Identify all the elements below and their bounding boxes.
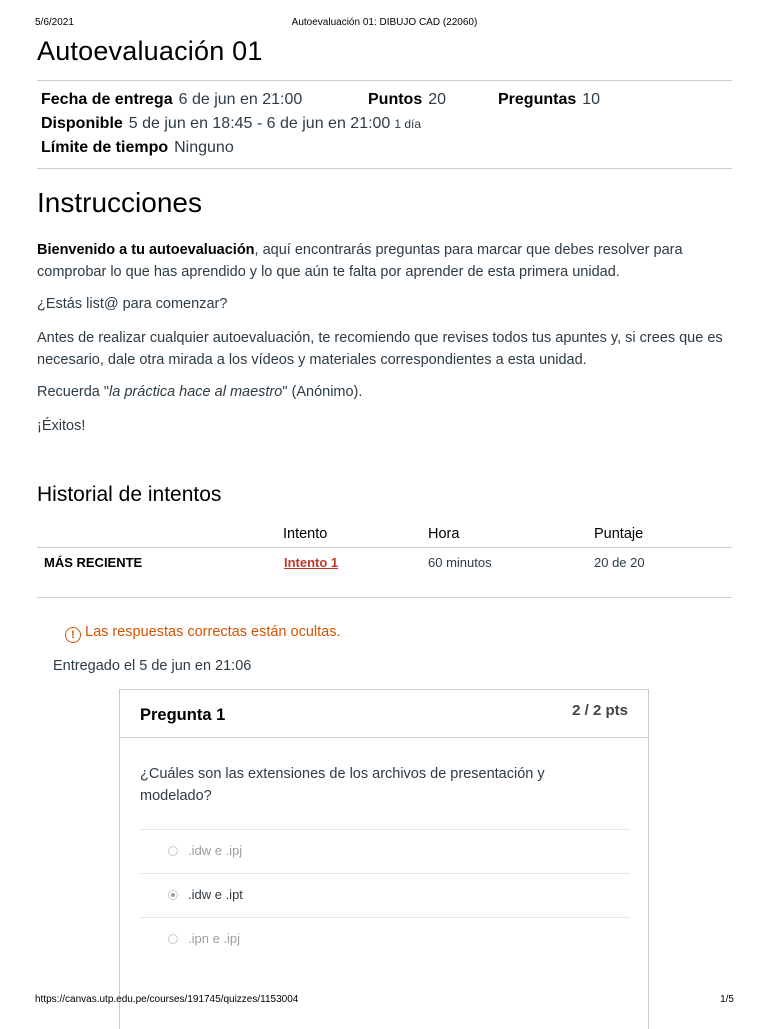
print-date: 5/6/2021 [35, 17, 74, 28]
row-time: 60 minutos [428, 555, 492, 570]
time-limit-value: Ninguno [174, 139, 234, 156]
radio-checked-icon[interactable] [168, 890, 178, 900]
time-limit [41, 139, 234, 157]
instructions-paragraph-5: ¡Éxitos! [37, 418, 86, 434]
option-label: .idw e .ipt [188, 887, 243, 902]
divider [37, 168, 732, 169]
table-header-divider [37, 547, 732, 548]
notice-text: Las respuestas correctas están ocultas. [85, 624, 341, 640]
col-header-time: Hora [428, 526, 460, 542]
radio-unchecked-icon[interactable] [168, 846, 178, 856]
instructions-paragraph-2: ¿Estás list@ para comenzar? [37, 296, 228, 312]
attempt-link-cell [284, 555, 338, 570]
warning-circle-icon: ! [65, 627, 81, 643]
instructions-paragraph-4 [37, 381, 737, 403]
instructions-heading: Instrucciones [37, 187, 202, 218]
question-points: 2 / 2 pts [572, 702, 628, 719]
quote-italic: la práctica hace al maestro [109, 384, 283, 400]
question-card [119, 689, 649, 1029]
answer-option-selected[interactable] [168, 887, 243, 902]
availability [41, 115, 421, 133]
option-divider [140, 917, 630, 918]
option-label: .idw e .ipj [188, 843, 243, 858]
time-limit-label: Límite de tiempo [41, 139, 169, 156]
attempt-link[interactable]: Intento 1 [284, 555, 339, 570]
option-divider [140, 873, 630, 874]
available-duration: 1 día [394, 117, 422, 131]
instructions-paragraph-3: Antes de realizar cualquier autoevaluación, te recomiendo que revises todos tus apuntes y, si crees que es necesario, dale otra mirada a los vídeos y materiales correspondientes a esta unidad. [37, 330, 723, 368]
answer-option[interactable] [168, 931, 240, 946]
available-label: Disponible [41, 115, 123, 132]
quote-suffix: " (Anónimo). [282, 384, 363, 400]
instructions-paragraph-1 [37, 239, 737, 283]
page-title: Autoevaluación 01 [37, 36, 263, 66]
due-value: 6 de jun en 21:00 [178, 91, 303, 108]
due-label: Fecha de entrega [41, 91, 173, 108]
row-label: MÁS RECIENTE [44, 555, 143, 570]
hidden-answers-notice [65, 624, 341, 643]
question-header [120, 690, 648, 738]
print-page-number: 1/5 [720, 994, 734, 1005]
divider [37, 80, 732, 81]
col-header-attempt: Intento [283, 526, 328, 542]
submitted-timestamp: Entregado el 5 de jun en 21:06 [53, 658, 252, 674]
welcome-text: , aquí encontrarás preguntas para marcar que debes resolver para comprobar lo que has aprendido y lo que aún te falta por aprender de esta primera unidad. [37, 242, 683, 280]
questions-value: 10 [582, 91, 601, 108]
divider [37, 597, 732, 598]
radio-unchecked-icon[interactable] [168, 934, 178, 944]
print-url: https://canvas.utp.edu.pe/courses/191745/quizzes/1153004 [35, 994, 299, 1005]
row-score: 20 de 20 [594, 555, 645, 570]
history-heading: Historial de intentos [37, 483, 222, 506]
points [368, 91, 446, 109]
col-header-score: Puntaje [594, 526, 644, 542]
points-value: 20 [428, 91, 447, 108]
question-count [498, 91, 600, 109]
answer-option[interactable] [168, 843, 242, 858]
print-doc-title: Autoevaluación 01: DIBUJO CAD (22060) [291, 17, 478, 28]
print-footer [35, 994, 734, 1008]
due-date [41, 91, 302, 109]
quote-prefix: Recuerda " [37, 384, 110, 400]
welcome-bold: Bienvenido a tu autoevaluación [37, 242, 255, 258]
print-header [35, 17, 734, 31]
points-label: Puntos [368, 91, 423, 108]
option-divider [140, 829, 630, 830]
question-title: Pregunta 1 [140, 706, 226, 724]
available-value: 5 de jun en 18:45 - 6 de jun en 21:00 [128, 115, 391, 132]
questions-label: Preguntas [498, 91, 577, 108]
option-label: .ipn e .ipj [188, 931, 241, 946]
question-text: ¿Cuáles son las extensiones de los archivos de presentación y modelado? [140, 766, 545, 804]
